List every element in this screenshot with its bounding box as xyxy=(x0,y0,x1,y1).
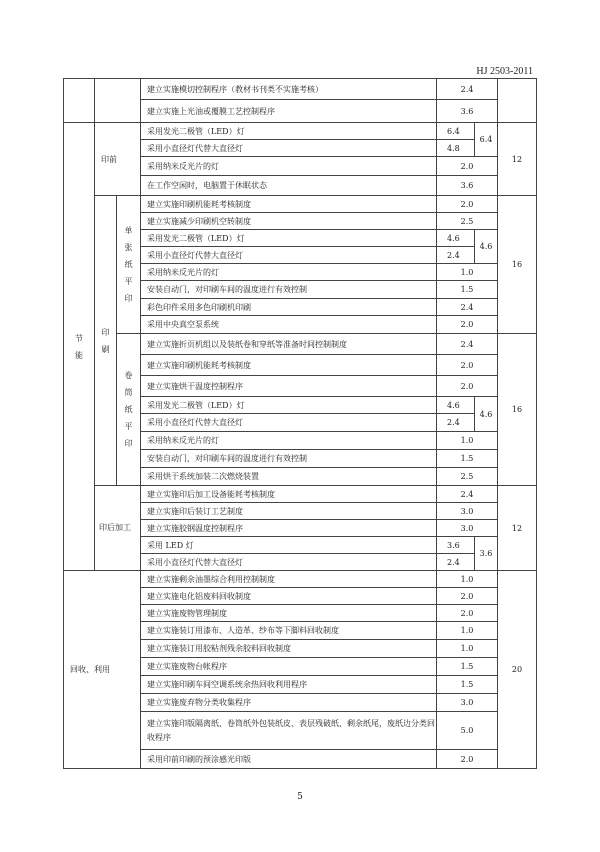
score-cell: 2.5 xyxy=(437,468,498,486)
score-cell: 2.0 xyxy=(437,316,498,334)
item-cell: 建立实施印刷机能耗考核制度 xyxy=(141,196,437,213)
score-cell: 2.0 xyxy=(437,355,498,376)
item-cell: 采用中央真空泵系统 xyxy=(141,316,437,334)
score-cell: 2.5 xyxy=(437,213,498,230)
item-cell: 建立实施废物台帐程序 xyxy=(141,658,437,676)
item-cell: 建立实施减少印刷机空转制度 xyxy=(141,213,437,230)
item-cell: 安装自动门，对印刷车间的温度进行有效控制 xyxy=(141,281,437,299)
item-cell: 建立实施上光油或覆膜工艺控制程序 xyxy=(141,100,437,123)
score-cell: 4.8 xyxy=(437,140,475,157)
score-cell: 2.0 xyxy=(437,605,498,622)
cell-blank xyxy=(95,79,141,123)
score-cell: 3.6 xyxy=(437,537,475,554)
item-cell: 建立实施胶钢温度控制程序 xyxy=(141,520,437,537)
item-cell: 建立实施印后装订工艺制度 xyxy=(141,503,437,520)
subcategory-sheetfed: 单张纸平印 xyxy=(117,196,141,334)
total-cell: 12 xyxy=(498,486,537,571)
item-cell: 安装自动门，对印刷车间的温度进行有效控制 xyxy=(141,450,437,468)
total-cell: 16 xyxy=(498,196,537,334)
score-cell: 2.4 xyxy=(437,79,498,100)
standard-number: HJ 2503-2011 xyxy=(476,66,533,77)
item-cell: 采用小直径灯代替大直径灯 xyxy=(141,247,437,264)
category-recycle: 回收、利用 xyxy=(64,571,141,769)
score-cell: 1.5 xyxy=(437,281,498,299)
item-cell: 建立实施印刷机能耗考核制度 xyxy=(141,355,437,376)
score-cell: 3.0 xyxy=(437,503,498,520)
score-cell: 2.4 xyxy=(437,414,475,432)
score-cell: 5.0 xyxy=(437,712,498,750)
item-cell: 建立实施装订用漆布、人造革、纱布等下脚料回收制度 xyxy=(141,622,437,640)
group-score-cell: 3.6 xyxy=(475,537,498,571)
group-score-cell: 6.4 xyxy=(475,123,498,157)
group-score-cell: 4.6 xyxy=(475,230,498,264)
score-cell: 2.4 xyxy=(437,299,498,316)
score-cell: 1.0 xyxy=(437,622,498,640)
item-cell: 彩色印件采用多色印刷机印刷 xyxy=(141,299,437,316)
item-cell: 建立实施电化铝废料回收制度 xyxy=(141,588,437,605)
score-cell: 1.0 xyxy=(437,432,498,450)
score-cell: 1.5 xyxy=(437,658,498,676)
group-score-cell: 4.6 xyxy=(475,397,498,432)
table-row xyxy=(64,196,537,213)
score-cell: 1.5 xyxy=(437,450,498,468)
score-cell: 3.0 xyxy=(437,520,498,537)
item-cell: 建立实施剩余油墨综合利用控制制度 xyxy=(141,571,437,588)
item-cell: 采用纳米反光片的灯 xyxy=(141,264,437,281)
item-cell: 采用纳米反光片的灯 xyxy=(141,157,437,176)
item-cell: 建立实施模切控制程序（教材书刊类不实施考核） xyxy=(141,79,437,100)
item-cell: 采用发光二极管（LED）灯 xyxy=(141,230,437,247)
subcategory-postpress: 印后加工 xyxy=(95,486,141,571)
table-row xyxy=(64,79,537,100)
score-cell: 2.0 xyxy=(437,157,498,176)
item-cell: 采用小直径灯代替大直径灯 xyxy=(141,140,437,157)
score-cell: 3.6 xyxy=(437,100,498,123)
item-cell: 采用小直径灯代替大直径灯 xyxy=(141,554,437,571)
score-cell: 2.0 xyxy=(437,588,498,605)
item-cell: 采用发光二极管（LED）灯 xyxy=(141,123,437,140)
item-cell: 建立实施印后加工设备能耗考核制度 xyxy=(141,486,437,503)
score-cell: 1.0 xyxy=(437,640,498,658)
item-cell: 采用印前印刷的预涂感光印版 xyxy=(141,750,437,769)
page-number: 5 xyxy=(297,792,303,802)
table-row xyxy=(64,123,537,140)
item-cell: 采用纳米反光片的灯 xyxy=(141,432,437,450)
item-cell: 建立实施折页机组以及装纸卷和穿纸等准备时间控制制度 xyxy=(141,334,437,355)
total-cell: 16 xyxy=(498,334,537,486)
table-row xyxy=(64,571,537,588)
score-cell: 1.5 xyxy=(437,676,498,694)
item-cell: 建立实施印刷车间空调系统余热回收利用程序 xyxy=(141,676,437,694)
item-cell: 采用发光二极管（LED）灯 xyxy=(141,397,437,414)
table-row xyxy=(64,334,537,355)
subcategory-web: 卷筒纸平印 xyxy=(117,334,141,486)
item-cell: 采用烘干系统加装二次燃烧装置 xyxy=(141,468,437,486)
item-cell: 建立实施装订用胶粘剂残余胶料回收制度 xyxy=(141,640,437,658)
score-cell: 2.0 xyxy=(437,376,498,397)
score-cell: 6.4 xyxy=(437,123,475,140)
score-cell: 1.0 xyxy=(437,571,498,588)
subcategory-prepress: 印前 xyxy=(95,123,141,196)
cell-blank xyxy=(64,79,95,123)
score-cell: 4.6 xyxy=(437,230,475,247)
item-cell: 建立实施废物管理制度 xyxy=(141,605,437,622)
subcategory-printing: 印刷 xyxy=(95,196,117,486)
total-cell: 12 xyxy=(498,123,537,196)
score-cell: 2.4 xyxy=(437,486,498,503)
item-cell: 建立实施印版隔离纸、卷筒纸外包装纸皮、表层残破纸、剩余纸尾，废纸边分类回收程序 xyxy=(141,712,437,750)
score-cell: 2.4 xyxy=(437,247,475,264)
item-cell: 建立实施废弃物分类收集程序 xyxy=(141,694,437,712)
item-cell: 采用 LED 灯 xyxy=(141,537,437,554)
table-row xyxy=(64,486,537,503)
score-cell: 4.6 xyxy=(437,397,475,414)
score-cell: 2.0 xyxy=(437,196,498,213)
total-cell: 20 xyxy=(498,571,537,769)
score-cell: 2.0 xyxy=(437,750,498,769)
item-cell: 采用小直径灯代替大直径灯 xyxy=(141,414,437,432)
score-cell: 2.4 xyxy=(437,554,475,571)
item-cell: 在工作空闲时，电脑置于休眠状态 xyxy=(141,176,437,196)
evaluation-table xyxy=(63,78,537,769)
score-cell: 2.4 xyxy=(437,334,498,355)
cell-blank xyxy=(498,79,537,123)
item-cell: 建立实施烘干温度控制程序 xyxy=(141,376,437,397)
score-cell: 3.6 xyxy=(437,176,498,196)
score-cell: 3.0 xyxy=(437,694,498,712)
category-energy: 节能 xyxy=(64,123,95,571)
score-cell: 1.0 xyxy=(437,264,498,281)
